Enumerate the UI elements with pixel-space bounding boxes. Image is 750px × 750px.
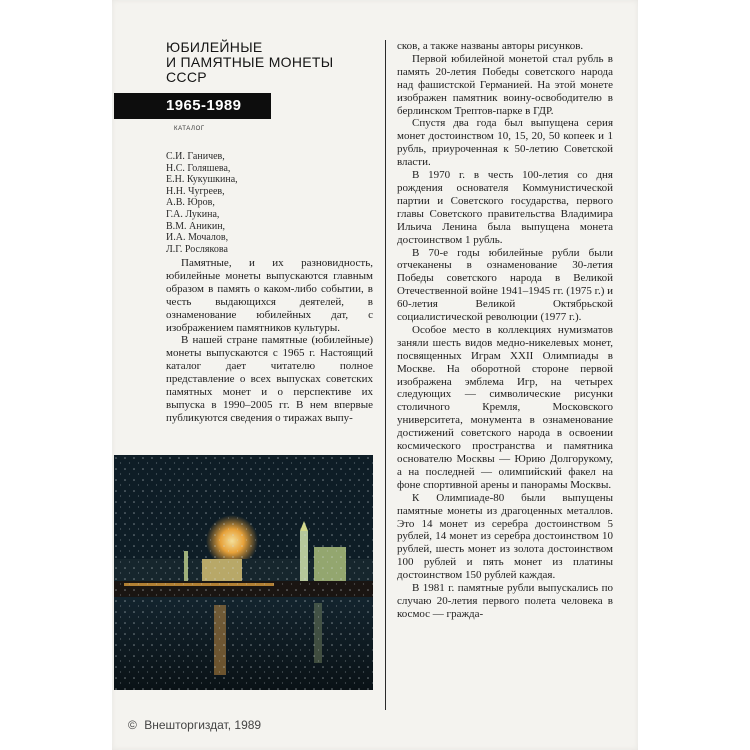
author-name: В.М. Аникин,	[166, 220, 226, 232]
title-line-3: СССР	[166, 69, 207, 85]
years-label: 1965-1989	[166, 97, 242, 114]
copyright-icon: ©	[128, 718, 137, 732]
author-name: Е.Н. Кукушкина,	[166, 174, 238, 186]
author-name: С.И. Ганичев,	[166, 151, 225, 162]
intro-text	[166, 257, 373, 425]
paragraph: В нашей стране памятные (юбилейные) монеты выпускаются с 1965 г. Настоящий каталог дает читателю полное представление о всех выпусках советских памятных монет и о перспективе их выпуска в 1990–2005 гг. В нем впервые публикуются сведения о тиражах выпу-	[166, 334, 373, 424]
paragraph: сков, а также названы авторы рисунков.	[397, 40, 584, 52]
author-name: Н.Н. Чугреев,	[166, 185, 225, 197]
author-name: Г.А. Лукина,	[166, 208, 220, 220]
author-name: А.В. Юров,	[166, 197, 215, 209]
author-name: Л.Г. Рослякова	[166, 243, 228, 255]
paragraph: Первой юбилейной монетой стал рубль в память 20-летия Победы советского народа над фашистской Германией. На этой монете изображен памятник воину-освободителю в берлинском Трептов-парке в ГДР.	[397, 52, 613, 117]
copyright-footer	[128, 718, 261, 732]
kremlin-night-photo	[114, 455, 373, 690]
publisher-label: Внешторгиздат, 1989	[144, 718, 262, 732]
paragraph: В 1970 г. в честь 100-летия со дня рождения основателя Коммунистической партии и Советского государства, первого главы Советского правительства Владимира Ильича Ленина была выпущена монета достоинством 1 рубль.	[397, 169, 613, 246]
column-divider	[385, 40, 386, 710]
title-line-2: И ПАМЯТНЫЕ МОНЕТЫ	[166, 54, 334, 70]
paragraph: В 1981 г. памятные рубли выпускались по случаю 20-летия первого полета человека в космос — гражда-	[397, 582, 613, 620]
paragraph: Памятные, и их разновидность, юбилейные монеты выпускаются главным образом в память о каком-либо событии, в честь выдающихся деятелей, в ознаменование юбилейных дат, с изображением памятников культуры.	[166, 257, 373, 334]
book-title	[166, 40, 376, 85]
author-name: И.А. Мочалов,	[166, 232, 229, 244]
paragraph: Спустя два года был выпущена серия монет достоинством 10, 15, 20, 50 копеек и 1 рубль, приуроченная к 50-летию Советской власти.	[397, 117, 613, 169]
main-text	[397, 40, 613, 621]
catalog-label: КАТАЛОГ	[174, 126, 205, 132]
author-name: Н.С. Голяшева,	[166, 162, 231, 174]
paragraph: Особое место в коллекциях нумизматов заняли шесть видов медно-никелевых монет, посвященных Играм XXII Олимпиады в Москве. На оборотной стороне первой изображена эмблема Игр, на четырех следующих — символические рисунки столичного Кремля, Московского университета, монумента в ознаменование достижений советского народа в освоении космического пространства и памятника основателю Москвы — Юрию Долгорукому, а на последней — олимпийский факел на фоне спортивной арены и панорамы Москвы.	[397, 323, 613, 491]
authors-list	[166, 151, 238, 255]
paragraph: В 70-е годы юбилейные рубли были отчеканены в ознаменование 30-летия Победы советского народа в Великой Отечественной войне 1941–1945 гг. (1975 г.) и 60-летия Великой Октябрьской социалистической революции (1977 г.).	[397, 246, 613, 324]
paragraph: К Олимпиаде-80 были выпущены памятные монеты из драгоценных металлов. Это 14 монет из серебра достоинством 5 рублей, 14 монет из серебра достоинством 10 рублей, шесть монет из золота достоинством 100 рублей и пять монет из платины достоинством 150 рублей каждая.	[397, 491, 613, 582]
title-line-1: ЮБИЛЕЙНЫЕ	[166, 39, 263, 55]
